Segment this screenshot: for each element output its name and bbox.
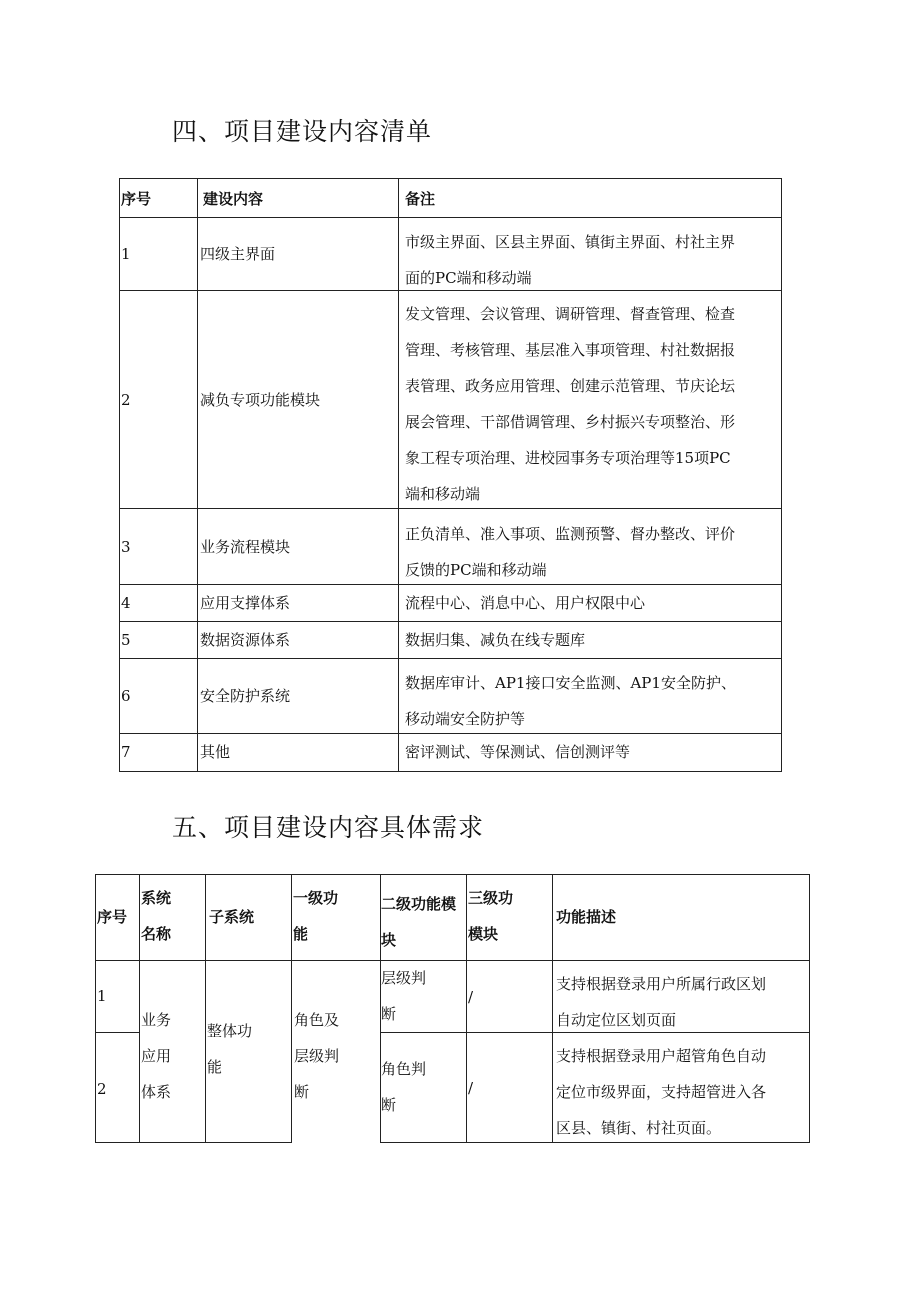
req-row1-desc: 支持根据登录用户所属行政区划 自动定位区划页面 <box>556 975 767 1029</box>
section5-heading: 五、项目建设内容具体需求 <box>172 813 485 842</box>
req-header-subsystem: 子系统 <box>209 908 255 926</box>
row2-content: 减负专项功能模块 <box>200 391 321 409</box>
req-row2-level3: / <box>468 1079 474 1097</box>
row7-content: 其他 <box>200 743 231 761</box>
row6-no: 6 <box>121 687 131 705</box>
row1-content: 四级主界面 <box>200 245 276 263</box>
row5-content: 数据资源体系 <box>200 631 291 649</box>
header-note: 备注 <box>405 190 436 208</box>
header-no: 序号 <box>121 190 152 208</box>
row3-no: 3 <box>121 538 131 556</box>
section4-heading: 四、项目建设内容清单 <box>172 117 433 146</box>
row2-no: 2 <box>121 391 131 409</box>
req-header-desc: 功能描述 <box>556 908 617 926</box>
req-header-no: 序号 <box>97 908 128 926</box>
req-header-level1: 一级功 能 <box>293 889 339 943</box>
row6-note: 数据库审计、AP1接口安全监测、AP1安全防护、 移动端安全防护等 <box>405 674 736 728</box>
row1-no: 1 <box>121 245 131 263</box>
row1-note: 市级主界面、区县主界面、镇街主界面、村社主界 面的PC端和移动端 <box>405 233 736 287</box>
row4-no: 4 <box>121 594 131 612</box>
row5-no: 5 <box>121 631 131 649</box>
req-row1-level2: 层级判 断 <box>381 969 427 1023</box>
req-header-level2: 二级功能模 块 <box>381 895 457 949</box>
row3-note: 正负清单、准入事项、监测预警、督办整改、评价 反馈的PC端和移动端 <box>405 525 736 579</box>
row4-content: 应用支撑体系 <box>200 594 291 612</box>
row2-note: 发文管理、会议管理、调研管理、督查管理、检查 管理、考核管理、基层准入事项管理、村社数据报 表管理、政务应用管理、创建示范管理、节庆论坛 展会管理、干部借调管理、乡村振兴专项整治、形 象工程专项治理、进校园事务专项治理等15项PC 端和移动端 <box>405 305 736 503</box>
req-row2-no: 2 <box>97 1080 107 1098</box>
req-row1-no: 1 <box>97 987 107 1005</box>
req-header-system: 系统 名称 <box>141 889 172 943</box>
row7-note: 密评测试、等保测试、信创测评等 <box>405 743 631 761</box>
row4-note: 流程中心、消息中心、用户权限中心 <box>405 594 646 612</box>
req-row2-desc: 支持根据登录用户超管角色自动 定位市级界面，支持超管进入各 区县、镇街、村社页面。 <box>556 1047 767 1137</box>
header-content: 建设内容 <box>203 190 264 208</box>
req-row2-level2: 角色判 断 <box>381 1060 427 1114</box>
req-subsystem-name: 整体功 能 <box>207 1022 253 1076</box>
req-header-level3: 三级功 模块 <box>468 889 514 943</box>
req-level1-name: 角色及 层级判 断 <box>294 1011 340 1101</box>
row5-note: 数据归集、减负在线专题库 <box>405 631 586 649</box>
row3-content: 业务流程模块 <box>200 538 291 556</box>
req-row1-level3: / <box>468 988 474 1006</box>
row6-content: 安全防护系统 <box>200 687 291 705</box>
req-system-name: 业务 应用 体系 <box>141 1011 172 1101</box>
row7-no: 7 <box>121 743 131 761</box>
